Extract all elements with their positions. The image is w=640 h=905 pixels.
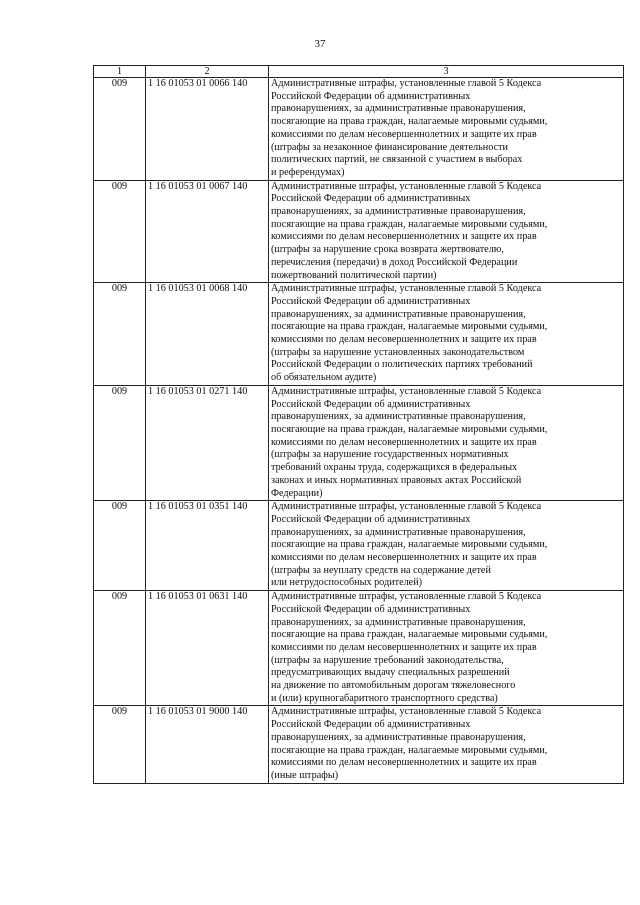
admin-code-cell: 009 <box>94 283 146 386</box>
budget-code-cell: 1 16 01053 01 0067 140 <box>146 180 269 283</box>
table-row <box>94 706 624 783</box>
admin-code-cell: 009 <box>94 591 146 706</box>
budget-code-cell: 1 16 01053 01 0068 140 <box>146 283 269 386</box>
header-row <box>94 66 624 78</box>
table-body <box>94 78 624 784</box>
header-col-2: 2 <box>146 66 269 78</box>
budget-code-cell: 1 16 01053 01 0271 140 <box>146 385 269 500</box>
table-row <box>94 283 624 386</box>
income-name-cell: Административные штрафы, установленные главой 5 Кодекса Российской Федерации об административных правонарушениях, за административные правонарушения, посягающие на права граждан, налагаемые мировыми судьями, комиссиями по делам несовершеннолетних и защите их прав (штрафы за нарушение установленных законодательством Российской Федерации о политических партиях требований об обязательном аудите) <box>269 283 624 386</box>
table-header <box>94 66 624 78</box>
budget-code-cell: 1 16 01053 01 0631 140 <box>146 591 269 706</box>
admin-code-cell: 009 <box>94 385 146 500</box>
table-row <box>94 591 624 706</box>
budget-code-cell: 1 16 01053 01 0351 140 <box>146 501 269 591</box>
admin-code-cell: 009 <box>94 78 146 181</box>
income-name-cell: Административные штрафы, установленные главой 5 Кодекса Российской Федерации об административных правонарушениях, за административные правонарушения, посягающие на права граждан, налагаемые мировыми судьями, комиссиями по делам несовершеннолетних и защите их прав (штрафы за незаконное финансирование деятельности политических партий, не связанной с участием в выборах и референдумах) <box>269 78 624 181</box>
table-row <box>94 501 624 591</box>
income-name-cell: Административные штрафы, установленные главой 5 Кодекса Российской Федерации об административных правонарушениях, за административные правонарушения, посягающие на права граждан, налагаемые мировыми судьями, комиссиями по делам несовершеннолетних и защите их прав (штрафы за нарушение требований законодательства, предусматривающих выдачу специальных разрешений на движение по автомобильным дорогам тяжеловесного и (или) крупногабаритного транспортного средства) <box>269 591 624 706</box>
table-row <box>94 78 624 181</box>
table-row <box>94 180 624 283</box>
budget-code-cell: 1 16 01053 01 0066 140 <box>146 78 269 181</box>
income-name-cell: Административные штрафы, установленные главой 5 Кодекса Российской Федерации об административных правонарушениях, за административные правонарушения, посягающие на права граждан, налагаемые мировыми судьями, комиссиями по делам несовершеннолетних и защите их прав (штрафы за нарушение срока возврата жертвователю, перечисления (передачи) в доход Российской Федерации пожертвований политической партии) <box>269 180 624 283</box>
admin-code-cell: 009 <box>94 706 146 783</box>
admin-code-cell: 009 <box>94 180 146 283</box>
header-col-1: 1 <box>94 66 146 78</box>
income-name-cell: Административные штрафы, установленные главой 5 Кодекса Российской Федерации об административных правонарушениях, за административные правонарушения, посягающие на права граждан, налагаемые мировыми судьями, комиссиями по делам несовершеннолетних и защите их прав (иные штрафы) <box>269 706 624 783</box>
page-number: 37 <box>314 38 326 50</box>
income-name-cell: Административные штрафы, установленные главой 5 Кодекса Российской Федерации об административных правонарушениях, за административные правонарушения, посягающие на права граждан, налагаемые мировыми судьями, комиссиями по делам несовершеннолетних и защите их прав (штрафы за нарушение государственных нормативных требований охраны труда, содержащихся в федеральных законах и иных нормативных правовых актах Российской Федерации) <box>269 385 624 500</box>
income-name-cell: Административные штрафы, установленные главой 5 Кодекса Российской Федерации об административных правонарушениях, за административные правонарушения, посягающие на права граждан, налагаемые мировыми судьями, комиссиями по делам несовершеннолетних и защите их прав (штрафы за неуплату средств на содержание детей или нетрудоспособных родителей) <box>269 501 624 591</box>
budget-code-cell: 1 16 01053 01 9000 140 <box>146 706 269 783</box>
header-col-3: 3 <box>269 66 624 78</box>
budget-codes-table <box>93 65 624 784</box>
admin-code-cell: 009 <box>94 501 146 591</box>
table-row <box>94 385 624 500</box>
